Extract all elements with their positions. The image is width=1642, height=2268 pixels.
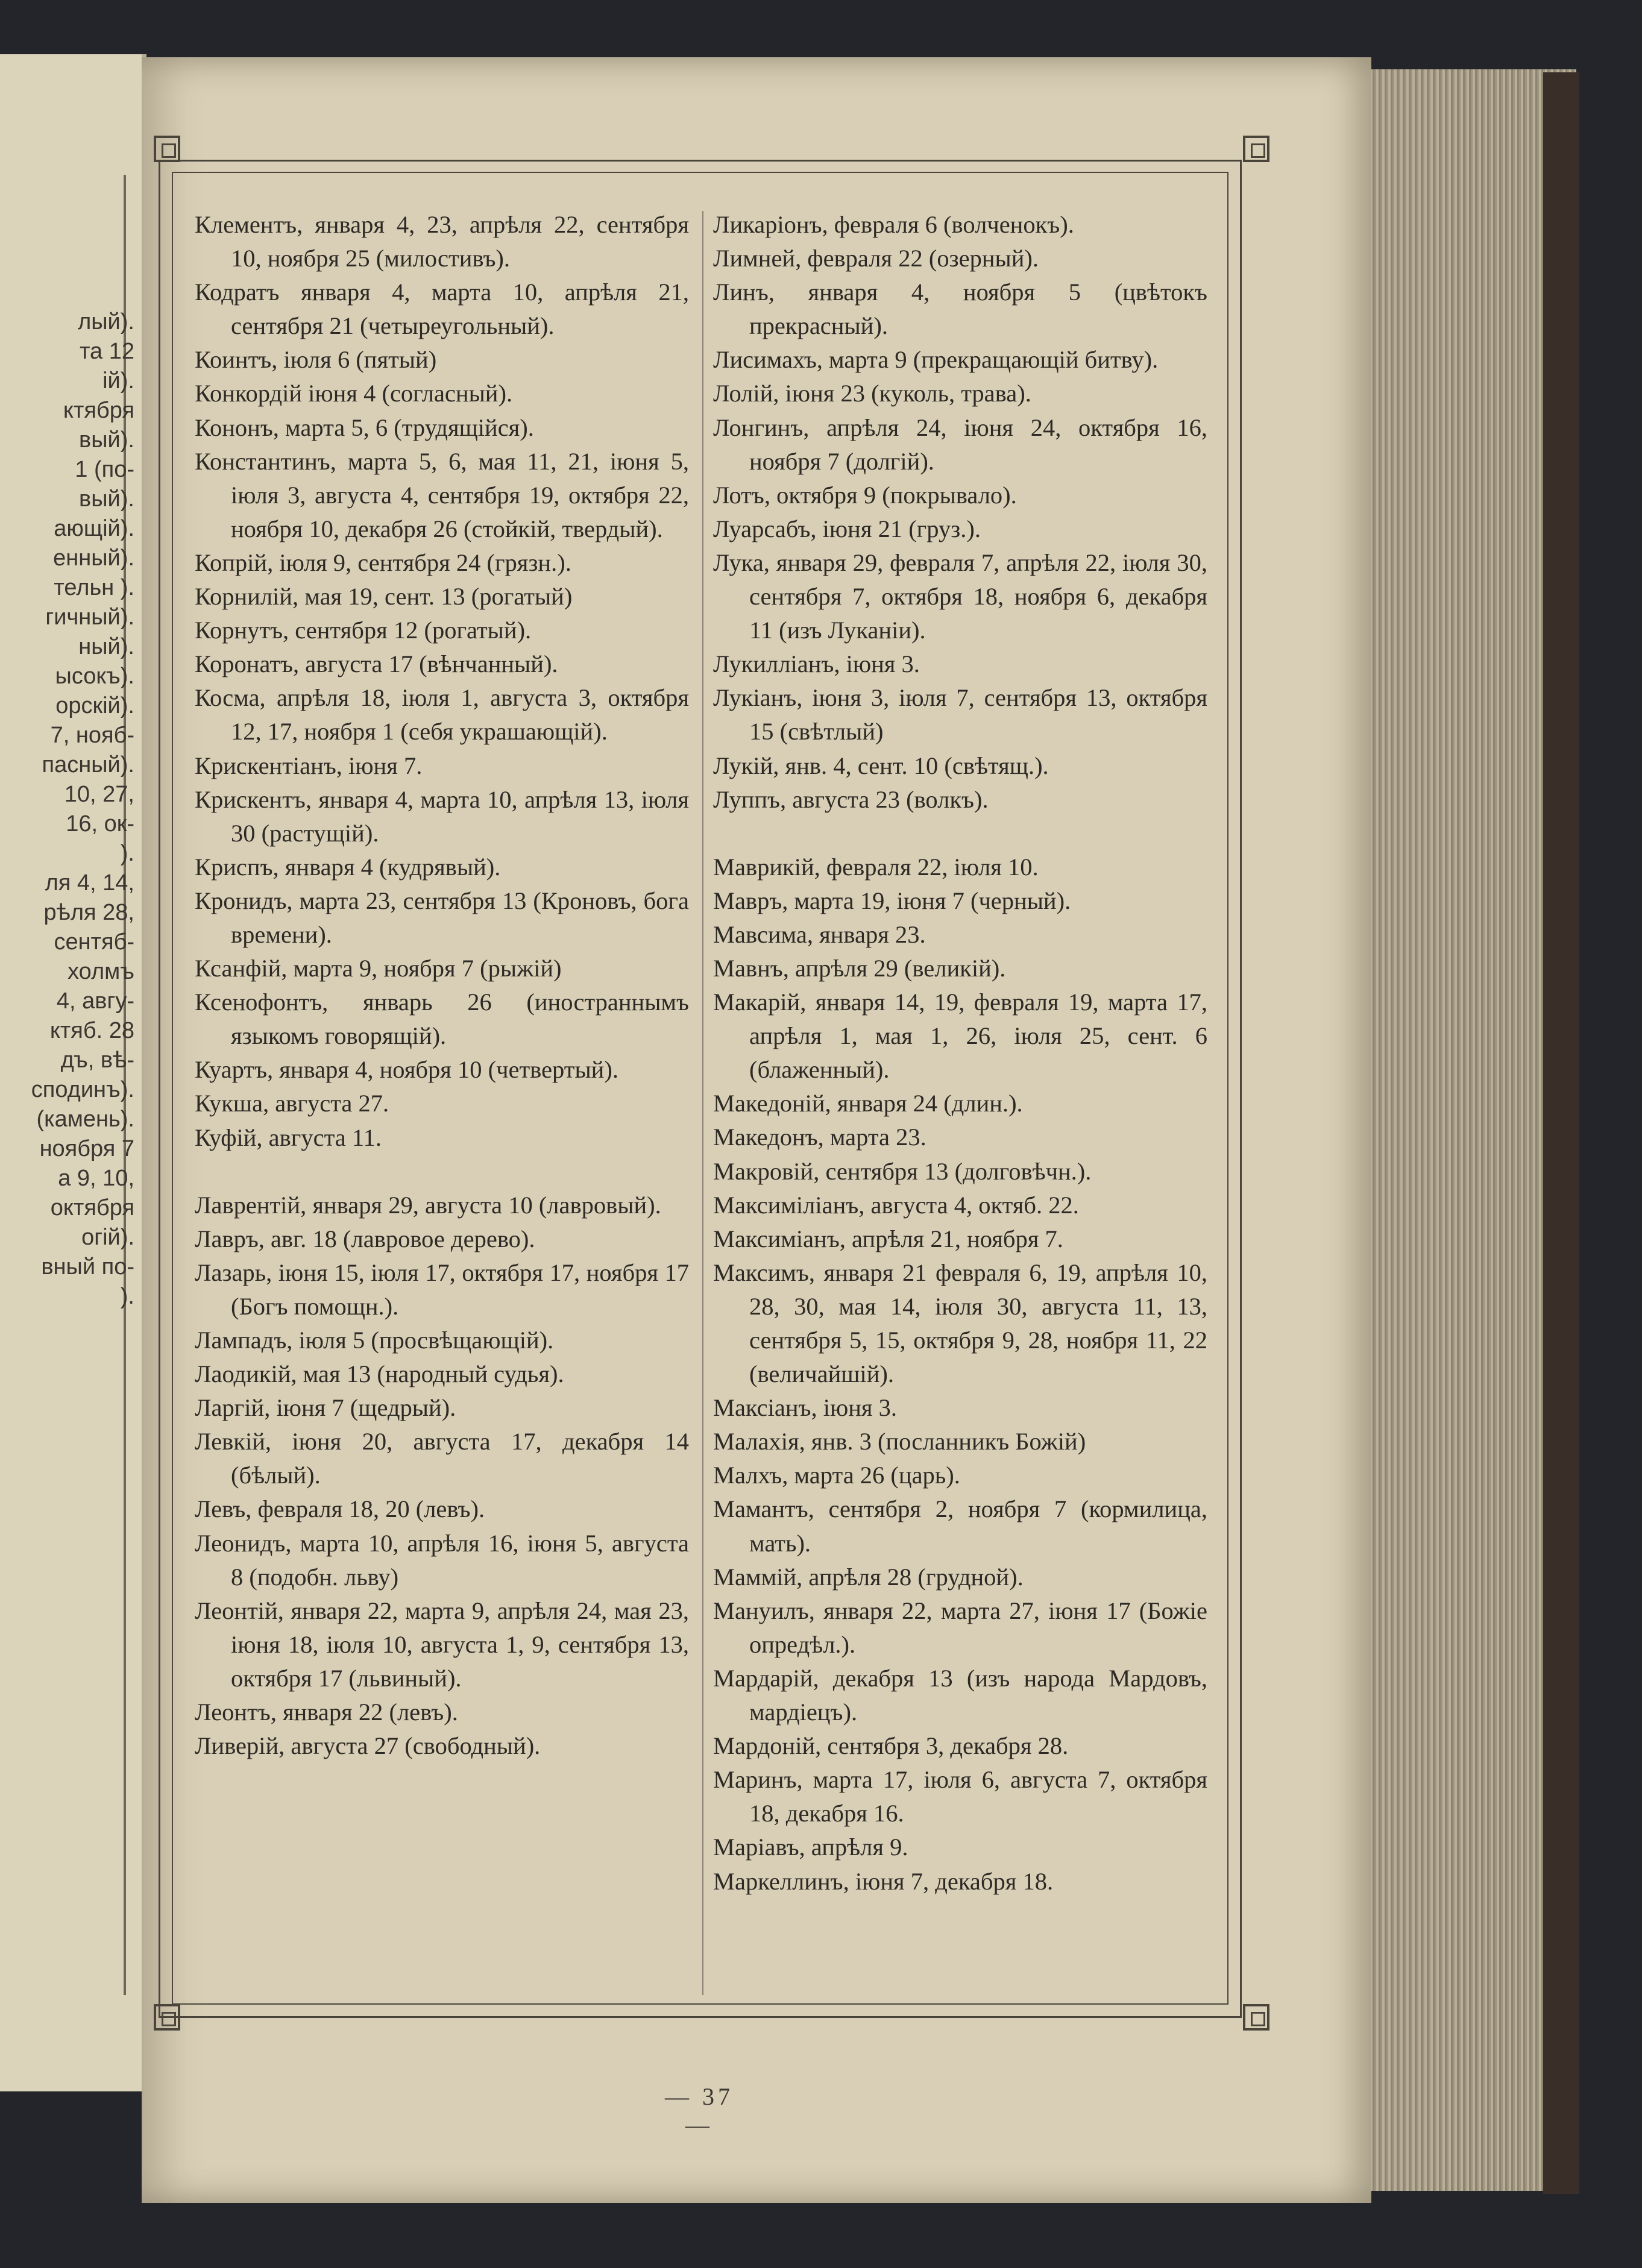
name-entry: Лукіанъ, іюня 3, іюля 7, сентября 13, октября 15 (свѣтлый) (713, 684, 1207, 746)
name-entry: Ларгій, іюня 7 (щедрый). (195, 1394, 456, 1422)
name-entry: Лазарь, іюня 15, іюля 17, октября 17, ноября 17 (Богъ помощн.). (195, 1258, 689, 1320)
name-entry: Лукилліанъ, іюня 3. (713, 650, 920, 678)
name-entry: Луарсабъ, іюня 21 (груз.). (713, 515, 981, 542)
left-page-text-fragments (0, 307, 134, 1311)
name-entry: Кононъ, марта 5, 6 (трудящійся). (195, 413, 534, 441)
left-page-fragment: дъ, вѣ- (60, 1048, 134, 1073)
name-entry: Ксанфій, марта 9, ноября 7 (рыжій) (195, 955, 562, 982)
name-entry: Лампадъ, іюля 5 (просвѣщающій). (195, 1327, 554, 1354)
name-entry: Малахія, янв. 3 (посланникъ Божій) (713, 1428, 1086, 1456)
name-entry: Леонидъ, марта 10, апрѣля 16, іюня 5, августа 8 (подобн. льву) (195, 1529, 689, 1591)
name-entry: Леонтій, января 22, марта 9, апрѣля 24, мая 23, іюня 18, іюля 10, августа 1, 9, сентября 13, октября 17 (львиный). (195, 1597, 689, 1692)
name-entry: Куфій, августа 11. (195, 1123, 382, 1151)
name-entry: Клементъ, января 4, 23, апрѣля 22, сентября 10, ноября 25 (милостивъ). (195, 211, 689, 272)
name-entry: Крискентъ, января 4, марта 10, апрѣля 13, іюля 30 (растущій). (195, 785, 689, 847)
name-entry: Македоній, января 24 (длин.). (713, 1090, 1023, 1117)
name-entry: Ливерій, августа 27 (свободный). (195, 1732, 541, 1760)
left-adjacent-page (0, 54, 146, 2091)
name-entry: Коронатъ, августа 17 (вѣнчанный). (195, 650, 558, 678)
name-entry: Македонъ, марта 23. (713, 1123, 926, 1151)
name-entry: Куартъ, января 4, ноября 10 (четвертый). (195, 1056, 618, 1084)
name-entry: Мамантъ, сентября 2, ноября 7 (кормилица, мать). (713, 1495, 1207, 1557)
name-entry: Кукша, августа 27. (195, 1090, 389, 1117)
name-entry: Корнилій, мая 19, сент. 13 (рогатый) (195, 583, 573, 611)
name-entry: Максимъ, января 21 февраля 6, 19, апрѣля 10, 28, 30, мая 14, іюля 30, августа 11, 13, сентября 5, 15, октября 9, 28, ноября 11, 22 (величайшій). (713, 1258, 1207, 1388)
name-entry: Лолій, іюня 23 (куколь, трава). (713, 380, 1031, 407)
left-page-fragment: холмъ (68, 959, 134, 984)
name-entry: Маринъ, марта 17, іюля 6, августа 7, октября 18, декабря 16. (713, 1766, 1207, 1827)
corner-ornament-icon (1243, 2004, 1269, 2031)
name-entry: Линъ, января 4, ноября 5 (цвѣтокъ прекрасный). (713, 278, 1207, 340)
name-entry: Кронидъ, марта 23, сентября 13 (Кроновъ, бога времени). (195, 887, 689, 948)
left-page-fragment: лый). (78, 309, 134, 335)
name-entry: Луппъ, августа 23 (волкъ). (713, 785, 989, 813)
name-entry: Максіанъ, іюня 3. (713, 1394, 898, 1422)
left-page-fragment: ій). (102, 368, 134, 394)
left-page-fragment: ). (120, 1284, 134, 1309)
left-page-fragment: сентяб- (54, 929, 134, 955)
name-entry: Макарій, января 14, 19, февраля 19, марта 17, апрѣля 1, мая 1, 26, іюля 25, сент. 6 (блаженный). (713, 988, 1207, 1084)
name-entry: Мавсима, января 23. (713, 920, 926, 948)
left-page-fragment: ысокъ). (55, 664, 134, 689)
left-page-fragment: ающій). (54, 516, 134, 541)
left-page-fragment: тельн ). (54, 575, 134, 600)
right-column (713, 208, 1207, 1899)
column-divider (702, 211, 703, 1995)
name-entry: Лонгинъ, апрѣля 24, іюня 24, октября 16, ноября 7 (долгій). (713, 413, 1207, 475)
name-entry: Леонтъ, января 22 (левъ). (195, 1698, 458, 1726)
left-page-fragment: орскій). (55, 693, 134, 718)
left-page-fragment: вный по- (41, 1254, 134, 1280)
name-entry: Маріавъ, апрѣля 9. (713, 1833, 908, 1861)
left-page-fragment: огій). (81, 1225, 134, 1250)
left-page-fragment: ). (120, 841, 134, 866)
left-page-fragment: октября (50, 1195, 134, 1220)
left-page-fragment: 4, авгу- (56, 988, 134, 1014)
name-entry: Лука, января 29, февраля 7, апрѣля 22, іюля 30, сентября 7, октября 18, ноября 6, декабря 11 (изъ Луканіи). (713, 548, 1207, 644)
section-gap (713, 817, 1207, 850)
name-entry: Копрій, іюля 9, сентября 24 (грязн.). (195, 548, 571, 576)
name-entry: Максиміліанъ, августа 4, октяб. 22. (713, 1191, 1079, 1219)
left-page-fragment: 16, ок- (66, 811, 134, 837)
left-page-fragment: гичный). (45, 605, 134, 630)
name-entry: Левкій, іюня 20, августа 17, декабря 14 (бѣлый). (195, 1428, 689, 1489)
name-entry: Коинтъ, іюля 6 (пятый) (195, 346, 437, 374)
left-page-fragment: ноября 7 (39, 1136, 134, 1161)
name-entry: Максиміанъ, апрѣля 21, ноября 7. (713, 1225, 1063, 1252)
name-entry: Лисимахъ, марта 9 (прекращающій битву). (713, 346, 1159, 374)
name-entry: Мавнъ, апрѣля 29 (великій). (713, 954, 1006, 982)
name-entry: Лотъ, октября 9 (покрывало). (713, 481, 1017, 509)
name-entry: Мардоній, сентября 3, декабря 28. (713, 1732, 1069, 1760)
corner-ornament-icon (1243, 136, 1269, 162)
left-page-fragment: (камень). (36, 1107, 134, 1132)
name-entry: Косма, апрѣля 18, іюля 1, августа 3, октября 12, 17, ноября 1 (себя украшающій). (195, 684, 689, 746)
name-entry: Крискентіанъ, іюня 7. (195, 752, 423, 779)
left-page-fragment: ный). (78, 634, 134, 659)
corner-ornament-icon (154, 136, 180, 162)
left-page-fragment: вый). (79, 486, 134, 512)
name-entry: Лавръ, авг. 18 (лавровое дерево). (195, 1225, 535, 1252)
left-page-fragment: рѣля 28, (43, 900, 134, 925)
name-entry: Маврикій, февраля 22, іюля 10. (713, 853, 1039, 881)
name-entry: Криспъ, января 4 (кудрявый). (195, 853, 501, 881)
left-page-fragment: 7, нояб- (50, 723, 134, 748)
name-entry: Левъ, февраля 18, 20 (левъ). (195, 1495, 485, 1523)
name-entry: Ксенофонтъ, январь 26 (иностраннымъ языкомъ говорящій). (195, 988, 689, 1050)
name-entry: Мануилъ, января 22, марта 27, іюня 17 (Божіе опредѣл.). (713, 1597, 1207, 1658)
left-page-fragment: а 9, 10, (58, 1166, 134, 1191)
name-entry: Макровій, сентября 13 (долговѣчн.). (713, 1157, 1092, 1185)
section-gap (195, 1155, 689, 1189)
name-entry: Кодратъ января 4, марта 10, апрѣля 21, сентября 21 (четыреугольный). (195, 278, 689, 340)
left-page-fragment: 1 (по- (75, 457, 134, 482)
name-entry: Маммій, апрѣля 28 (грудной). (713, 1563, 1024, 1591)
left-page-fragment: та 12 (80, 339, 134, 364)
left-page-fragment: 10, 27, (64, 782, 134, 807)
name-entry: Маркеллинъ, іюня 7, декабря 18. (713, 1867, 1054, 1895)
name-entry: Конкордій іюня 4 (согласный). (195, 380, 513, 407)
name-entry: Лаврентій, января 29, августа 10 (лавровый). (195, 1191, 661, 1219)
name-entry: Мавръ, марта 19, іюня 7 (черный). (713, 887, 1071, 914)
name-entry: Мардарій, декабря 13 (изъ народа Мардовъ, мардіецъ). (713, 1664, 1207, 1726)
name-entry: Ликаріонъ, февраля 6 (волченокъ). (713, 211, 1074, 238)
left-page-fragment: ля 4, 14, (45, 870, 134, 896)
left-page-fragment: ктября (63, 398, 134, 423)
left-page-fragment: сподинъ). (31, 1077, 134, 1102)
left-page-fragment: ктяб. 28 (49, 1018, 134, 1043)
name-entry: Малхъ, марта 26 (царь). (713, 1462, 960, 1489)
page-number: — 37 — (665, 2083, 734, 2138)
left-page-fragment: енный). (53, 545, 134, 571)
left-column (195, 208, 689, 1763)
corner-ornament-icon (154, 2004, 180, 2031)
name-entry: Лаодикій, мая 13 (народный судья). (195, 1360, 564, 1388)
name-entry: Константинъ, марта 5, 6, мая 11, 21, іюня 5, іюля 3, августа 4, сентября 19, октября 22, ноября 10, декабря 26 (стойкій, твердый). (195, 447, 689, 542)
left-page-fragment: вый). (79, 427, 134, 453)
book-cover-edge (1543, 72, 1579, 2194)
left-page-fragment: пасный). (42, 752, 134, 777)
name-entry: Корнутъ, сентября 12 (рогатый). (195, 617, 532, 644)
name-entry: Лукій, янв. 4, сент. 10 (свѣтящ.). (713, 752, 1049, 779)
name-entry: Лимней, февраля 22 (озерный). (713, 245, 1039, 272)
